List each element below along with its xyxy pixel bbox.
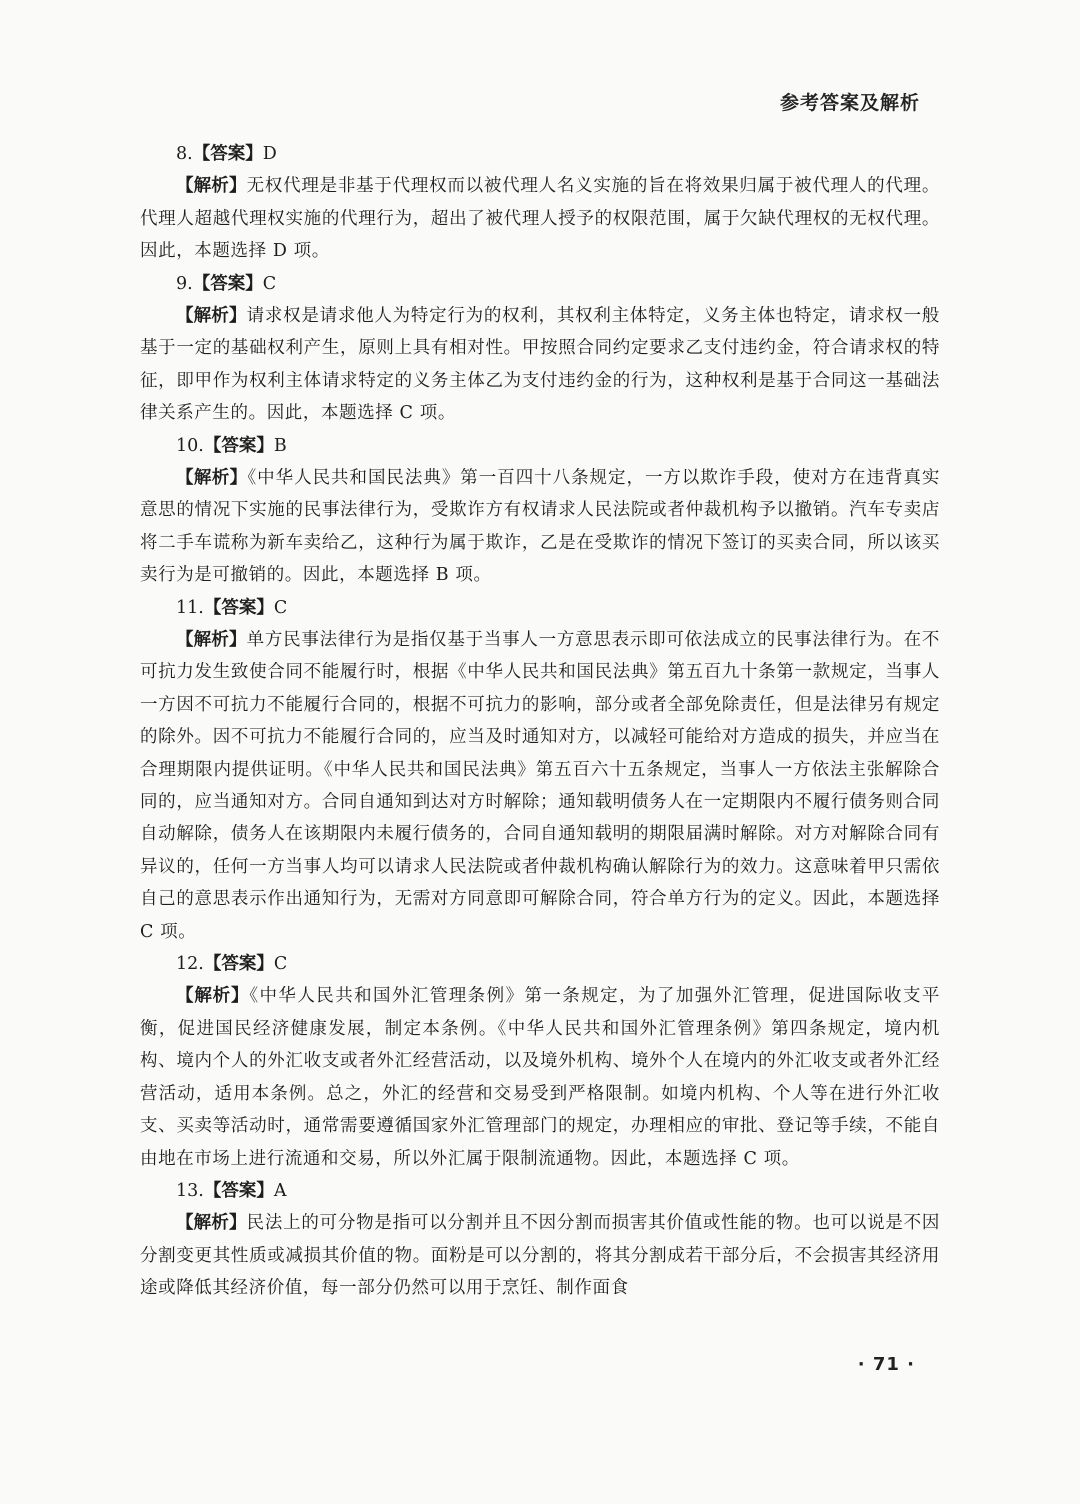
question-number: 13. [176,1180,204,1201]
answer-tag: 【答案】 [203,435,274,456]
answer-tag: 【答案】 [203,954,274,975]
answer-entry [140,592,940,948]
explanation-paragraph [140,1207,940,1304]
answer-letter: C [273,597,288,618]
question-number: 12. [176,954,204,975]
explanation-tag: 【解析】 [176,630,247,651]
explanation-paragraph [140,300,940,430]
explanation-text: 无权代理是非基于代理权而以被代理人名义实施的旨在将效果归属于被代理人的代理。代理人超越代理权实施的代理行为，超出了被代理人授予的权限范围，属于欠缺代理权的无权代理。因此，本题选择 D 项。 [140,176,941,262]
explanation-paragraph [140,624,940,948]
answer-tag: 【答案】 [203,597,274,618]
page-number: · 71 · [857,1354,915,1375]
explanation-text: 单方民事法律行为是指仅基于当事人一方意思表示即可依法成立的民事法律行为。在不可抗力发生致使合同不能履行时，根据《中华人民共和国民法典》第五百九十条第一款规定，当事人一方因不可抗力不能履行合同的，根据不可抗力的影响，部分或者全部免除责任，但是法律另有规定的除外。因不可抗力不能履行合同的，应当及时通知对方，以减轻可能给对方造成的损失，并应当在合理期限内提供证明。《中华人民共和国民法典》第五百六十五条规定，当事人一方依法主张解除合同的，应当通知对方。合同自通知到达对方时解除；通知载明债务人在一定期限内不履行债务则合同自动解除，债务人在该期限内未履行债务的，合同自通知载明的期限届满时解除。对方对解除合同有异议的，任何一方当事人均可以请求人民法院或者仲裁机构确认解除行为的效力。这意味着甲只需依自己的意思表示作出通知行为，无需对方同意即可解除合同，符合单方行为的定义。因此，本题选择 C 项。 [140,630,941,942]
explanation-text: 《中华人民共和国外汇管理条例》第一条规定，为了加强外汇管理，促进国际收支平衡，促进国民经济健康发展，制定本条例。《中华人民共和国外汇管理条例》第四条规定，境内机构、境内个人的外汇收支或者外汇经营活动，以及境外机构、境外个人在境内的外汇收支或者外汇经营活动，适用本条例。总之，外汇的经营和交易受到严格限制。如境内机构、个人等在进行外汇收支、买卖等活动时，通常需要遵循国家外汇管理部门的规定，办理相应的审批、登记等手续，不能自由地在市场上进行流通和交易，所以外汇属于限制流通物。因此，本题选择 C 项。 [140,986,941,1169]
answer-letter: C [273,954,288,975]
explanation-text: 《中华人民共和国民法典》第一百四十八条规定，一方以欺诈手段，使对方在违背真实意思的情况下实施的民事法律行为，受欺诈方有权请求人民法院或者仲裁机构予以撤销。汽车专卖店将二手车谎称为新车卖给乙，这种行为属于欺诈，乙是在受欺诈的情况下签订的买卖合同，所以该买卖行为是可撤销的。因此，本题选择 B 项。 [140,468,941,586]
question-number: 9. [176,273,193,294]
answer-tag: 【答案】 [192,273,263,294]
question-number: 8. [176,144,193,164]
answer-letter: A [273,1180,287,1201]
answer-line [140,268,940,300]
explanation-tag: 【解析】 [176,1213,247,1234]
explanation-paragraph [140,462,940,592]
explanation-paragraph [140,170,940,267]
answer-line [140,1175,940,1207]
question-number: 11. [176,597,204,618]
explanation-text: 请求权是请求他人为特定行为的权利，其权利主体特定，义务主体也特定，请求权一般基于一定的基础权利产生，原则上具有相对性。甲按照合同约定要求乙支付违约金，符合请求权的特征，即甲作为权利主体请求特定的义务主体乙为支付违约金的行为，这种权利是基于合同这一基础法律关系产生的。因此，本题选择 C 项。 [140,306,941,424]
answer-entry [140,138,940,268]
answer-letter: D [262,144,277,164]
page-header-title: 参考答案及解析 [779,92,920,114]
answer-explanations [140,138,940,1305]
answer-letter: B [273,435,287,456]
answer-entry [140,268,940,430]
answer-tag: 【答案】 [203,1180,274,1201]
explanation-tag: 【解析】 [176,986,250,1007]
question-number: 10. [176,435,204,456]
answer-line [140,138,940,170]
answer-entry [140,1175,940,1305]
answer-entry [140,430,940,592]
explanation-text: 民法上的可分物是指可以分割并且不因分割而损害其价值或性能的物。也可以说是不因分割变更其性质或减损其价值的物。面粉是可以分割的，将其分割成若干部分后，不会损害其经济用途或降低其经济价值，每一部分仍然可以用于烹饪、制作面食 [140,1213,941,1299]
answer-line [140,592,940,624]
answer-line [140,430,940,462]
answer-line [140,948,940,980]
answer-entry [140,948,940,1175]
explanation-tag: 【解析】 [176,306,247,326]
answer-tag: 【答案】 [192,144,263,164]
answer-letter: C [262,273,277,294]
explanation-paragraph [140,980,940,1174]
explanation-tag: 【解析】 [176,176,247,197]
explanation-tag: 【解析】 [176,468,248,489]
